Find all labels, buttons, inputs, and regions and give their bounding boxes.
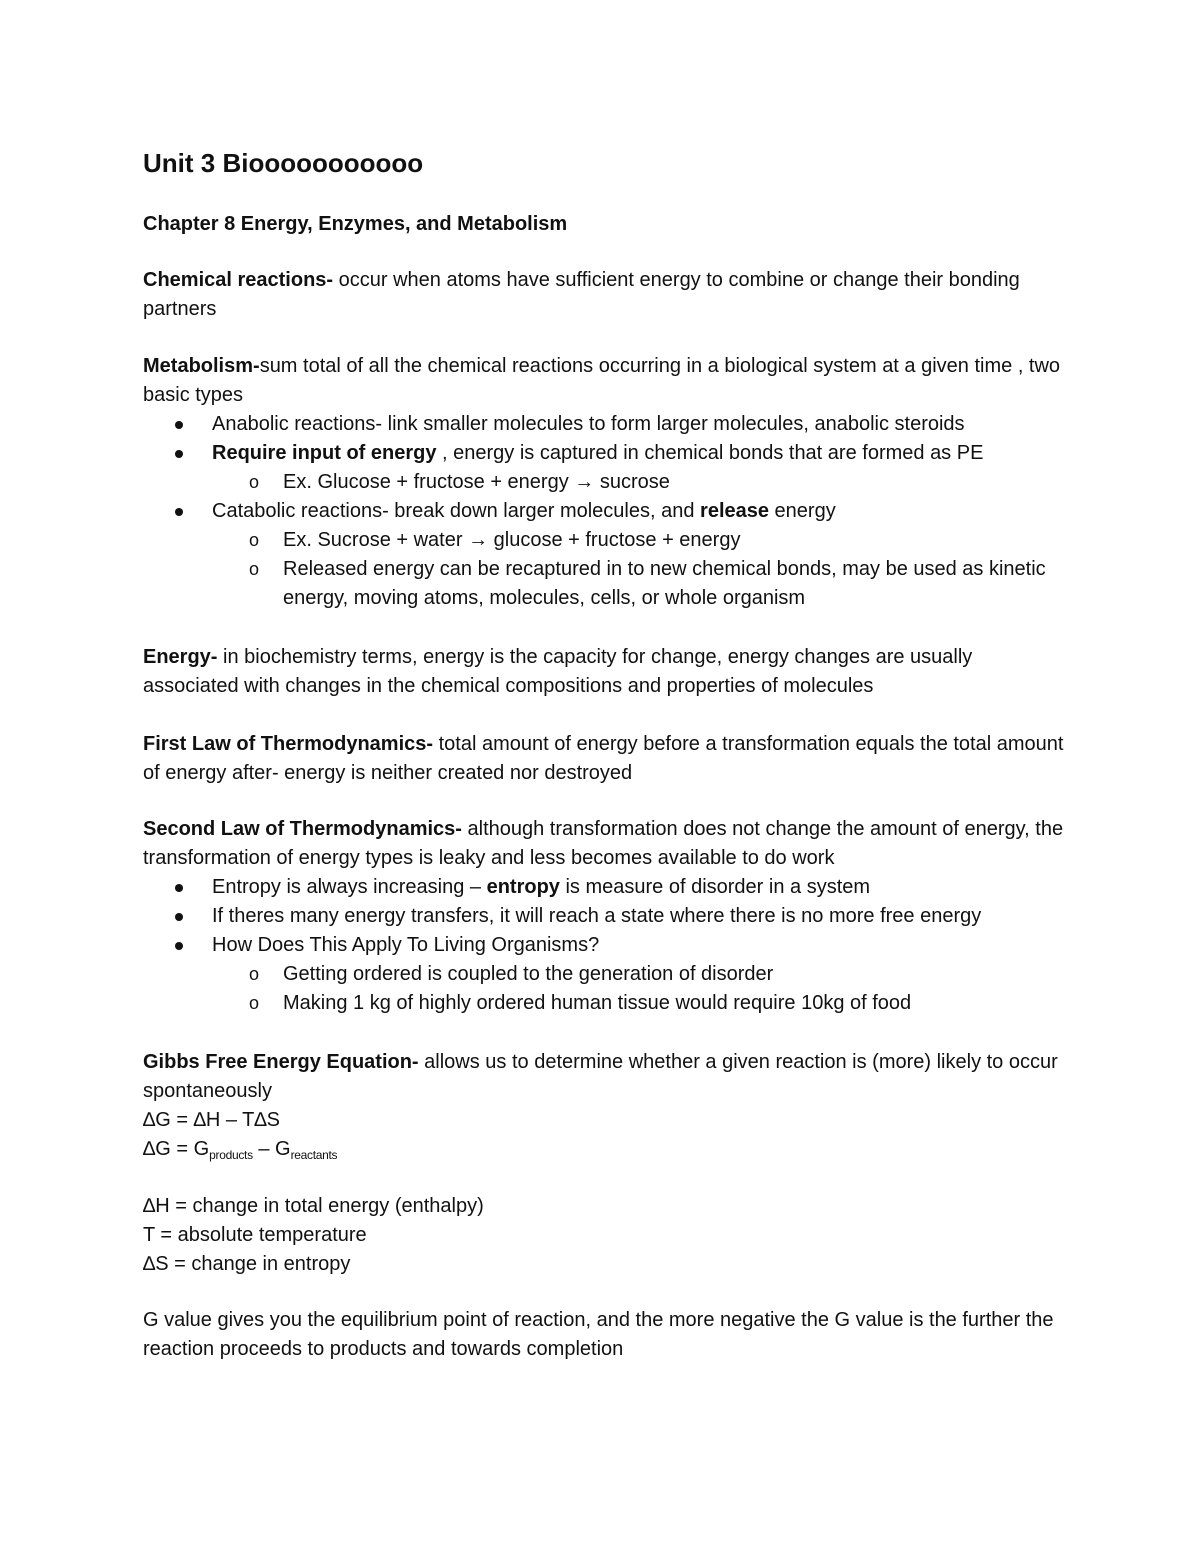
gibbs-section xyxy=(143,1048,1073,1164)
second-law-section xyxy=(143,815,1073,1018)
def-gibbs: allows us to determine whether a given reaction is (more) likely to occur spontaneously xyxy=(143,1051,1058,1102)
first-law-paragraph xyxy=(143,730,1073,788)
definition-temperature: T = absolute temperature xyxy=(143,1224,367,1246)
list-item: Entropy is always increasing – entropy is measure of disorder in a system xyxy=(143,873,1073,902)
def-energy: in biochemistry terms, energy is the capacity for change, energy changes are usually associated with changes in the chemical compositions and properties of molecules xyxy=(143,646,973,697)
list-item: Catabolic reactions- break down larger molecules, and release energy xyxy=(143,497,1073,526)
list-item: o Making 1 kg of highly ordered human tissue would require 10kg of food xyxy=(143,989,1073,1018)
term-energy: Energy- xyxy=(143,646,218,668)
conclusion-section xyxy=(143,1306,1073,1364)
gibbs-equation-2: $\Delta G = G_{products} - G_{reactants}$ xyxy=(143,1138,338,1162)
def-chemical-reactions: occur when atoms have sufficient energy to combine or change their bonding partners xyxy=(143,269,1020,320)
energy-section xyxy=(143,643,1073,701)
first-law-section xyxy=(143,730,1073,788)
list-item: If theres many energy transfers, it will reach a state where there is no more free energy xyxy=(143,902,1073,931)
list-item: Anabolic reactions- link smaller molecules to form larger molecules, anabolic steroids xyxy=(143,410,1073,439)
second-law-paragraph xyxy=(143,815,1073,873)
definition-entropy: ∆S = change in entropy xyxy=(143,1253,351,1275)
arrow-right-icon: → xyxy=(468,529,489,551)
list-item: o Released energy can be recaptured in to new chemical bonds, may be used as kinetic energy, moving atoms, molecules, cells, or whole organism xyxy=(143,555,1073,613)
second-law-list xyxy=(143,873,1073,1018)
metabolism-paragraph xyxy=(143,352,1073,410)
term-first-law: First Law of Thermodynamics- xyxy=(143,733,434,755)
def-second-law: although transformation does not change the amount of energy, the transformation of energy types is leaky and less becomes available to do work xyxy=(143,818,1064,869)
list-item: How Does This Apply To Living Organisms? xyxy=(143,931,1073,960)
gibbs-paragraph xyxy=(143,1048,1073,1106)
list-item: o Ex. Sucrose + water → glucose + fructose + energy xyxy=(143,526,1073,555)
conclusion-paragraph: G value gives you the equilibrium point of reaction, and the more negative the G value is the further the reaction proceeds to products and towards completion xyxy=(143,1309,1054,1360)
chapter-heading: Chapter 8 Energy, Enzymes, and Metabolism xyxy=(143,213,568,235)
def-first-law: total amount of energy before a transformation equals the total amount of energy after- energy is neither created nor destroyed xyxy=(143,733,1064,784)
metabolism-list xyxy=(143,410,1073,613)
def-metabolism: sum total of all the chemical reactions occurring in a biological system at a given time , two basic types xyxy=(143,355,1061,406)
term-gibbs: Gibbs Free Energy Equation- xyxy=(143,1051,419,1073)
metabolism-section xyxy=(143,352,1073,613)
term-chemical-reactions: Chemical reactions- xyxy=(143,269,334,291)
list-item: Require input of energy , energy is captured in chemical bonds that are formed as PE xyxy=(143,439,1073,468)
gibbs-definitions xyxy=(143,1192,1073,1279)
term-metabolism: Metabolism- xyxy=(143,355,260,377)
list-item: o Ex. Glucose + fructose + energy → sucrose xyxy=(143,468,1073,497)
energy-paragraph xyxy=(143,643,1073,701)
document-title: Unit 3 Biooooooooooo xyxy=(143,148,424,178)
term-second-law: Second Law of Thermodynamics- xyxy=(143,818,462,840)
chemical-reactions-paragraph xyxy=(143,266,1073,324)
arrow-right-icon: → xyxy=(574,471,595,493)
gibbs-equation-1: ∆G = ∆H – T∆S xyxy=(143,1109,280,1131)
chemical-reactions-section xyxy=(143,266,1073,324)
definition-enthalpy: ∆H = change in total energy (enthalpy) xyxy=(143,1195,484,1217)
list-item: o Getting ordered is coupled to the generation of disorder xyxy=(143,960,1073,989)
